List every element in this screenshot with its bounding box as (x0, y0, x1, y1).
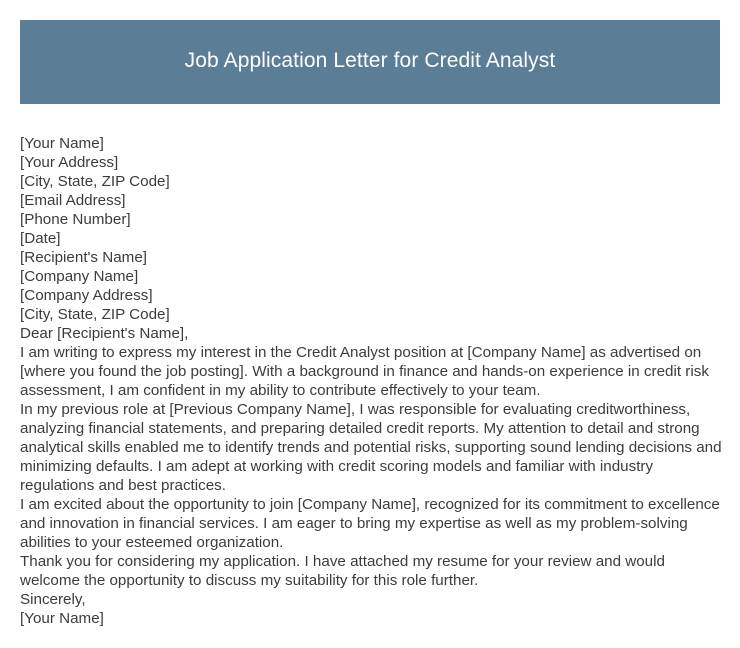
sender-city: [City, State, ZIP Code] (20, 173, 170, 190)
recipient-name: [Recipient's Name] (20, 249, 147, 266)
closing: Sincerely, (20, 591, 86, 608)
paragraph-motivation: I am excited about the opportunity to join [Company Name], recognized for its commitment to excellence and innovation in financial services. I am eager to bring my expertise as well as my problem-solving abilities to your esteemed organization. (20, 496, 720, 551)
signature: [Your Name] (20, 610, 104, 627)
letter-date: [Date] (20, 230, 61, 247)
salutation: Dear [Recipient's Name], (20, 325, 189, 342)
page-title: Job Application Letter for Credit Analyst (184, 49, 556, 72)
company-name: [Company Name] (20, 268, 139, 285)
sender-phone: [Phone Number] (20, 211, 131, 228)
paragraph-experience: In my previous role at [Previous Company Name], I was responsible for evaluating creditworthiness, analyzing financial statements, and preparing detailed credit reports. My attention to detail and strong analytical skills enabled me to identify trends and potential risks, supporting sound lending decisions and minimizing defaults. I am adept at working with credit scoring models and familiar with industry regulations and best practices. (20, 401, 722, 494)
letter-body (20, 134, 722, 628)
title-banner (20, 20, 720, 104)
company-address: [Company Address] (20, 287, 153, 304)
company-city: [City, State, ZIP Code] (20, 306, 170, 323)
paragraph-thanks: Thank you for considering my application. I have attached my resume for your review and would welcome the opportunity to discuss my suitability for this role further. (20, 553, 665, 589)
sender-address: [Your Address] (20, 154, 119, 171)
sender-name: [Your Name] (20, 135, 104, 152)
sender-email: [Email Address] (20, 192, 126, 209)
paragraph-intro: I am writing to express my interest in the Credit Analyst position at [Company Name] as advertised on [where you found the job posting]. With a background in finance and hands-on experience in credit risk assessment, I am confident in my ability to contribute effectively to your team. (20, 344, 709, 399)
